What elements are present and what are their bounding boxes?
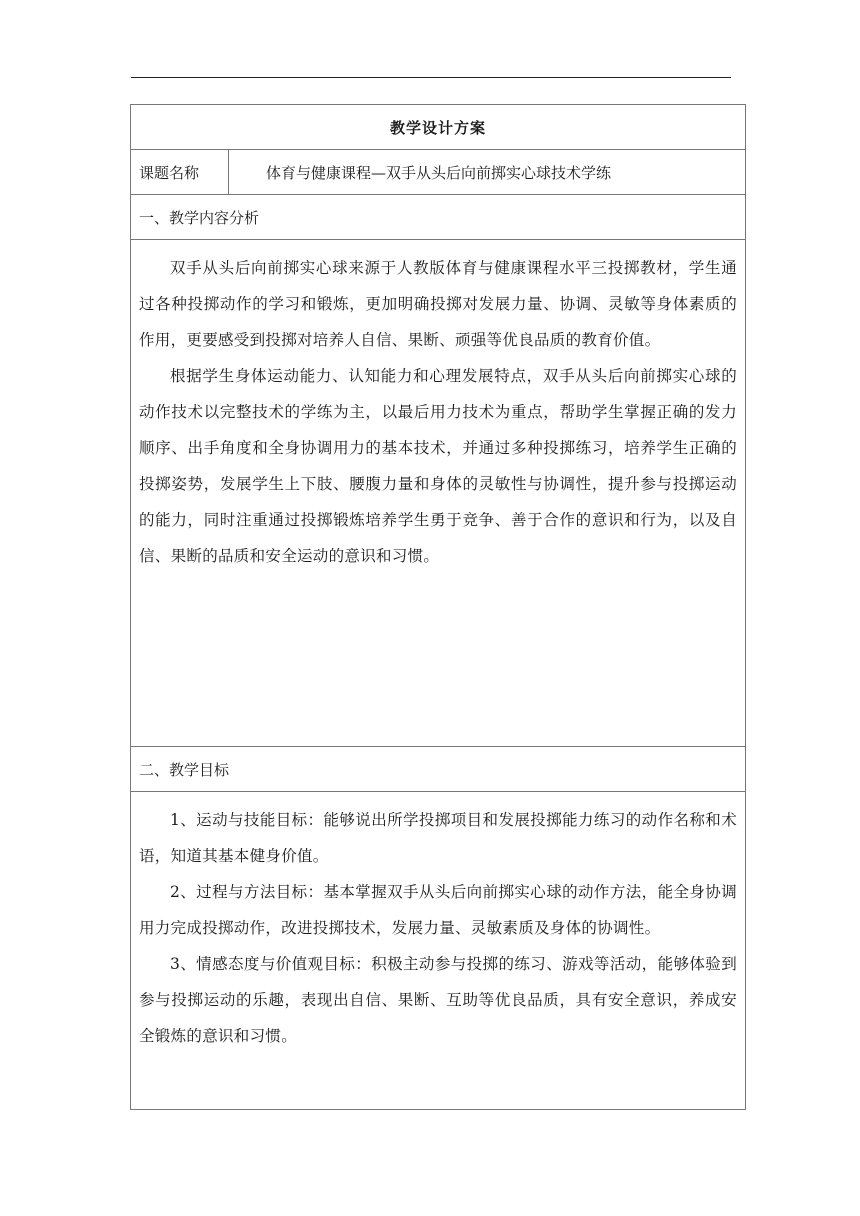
topic-value: 体育与健康课程—双手从头后向前掷实心球技术学练: [229, 150, 746, 195]
paragraph: 双手从头后向前掷实心球来源于人教版体育与健康课程水平三投掷教材，学生通过各种投掷动作的学习和锻炼，更加明确投掷对发展力量、协调、灵敏等身体素质的作用，更要感受到投掷对培养人自信、果断、顽强等优良品质的教育价值。: [139, 259, 738, 349]
document-title: 教学设计方案: [131, 105, 746, 150]
lesson-plan-table: [130, 104, 746, 1110]
section2-heading-row: [131, 747, 746, 792]
goal-item: 3、情感态度与价值观目标：积极主动参与投掷的练习、游戏等活动，能够体验到参与投掷运动的乐趣，表现出自信、果断、互助等优良品质，具有安全意识，养成安全锻炼的意识和习惯。: [139, 955, 738, 1045]
topic-label: 课题名称: [131, 150, 229, 195]
section1-body-row: [131, 240, 746, 747]
topic-row: [131, 150, 746, 195]
paragraph: 根据学生身体运动能力、认知能力和心理发展特点，双手从头后向前掷实心球的动作技术以完整技术的学练为主，以最后用力技术为重点，帮助学生掌握正确的发力顺序、出手角度和全身协调用力的基本技术，并通过多种投掷练习，培养学生正确的投掷姿势，发展学生上下肢、腰腹力量和身体的灵敏性与协调性，提升参与投掷运动的能力，同时注重通过投掷锻炼培养学生勇于竞争、善于合作的意识和行为，以及自信、果断的品质和安全运动的意识和习惯。: [139, 367, 738, 565]
teaching-goals-body: [131, 792, 746, 1110]
section2-body-row: [131, 792, 746, 1110]
content-analysis-body: [131, 240, 746, 747]
goal-item: 2、过程与方法目标：基本掌握双手从头后向前掷实心球的动作方法，能全身协调用力完成投掷动作，改进投掷技术，发展力量、灵敏素质及身体的协调性。: [139, 883, 738, 937]
section-heading-teaching-goals: 二、教学目标: [131, 747, 746, 792]
goal-item: 1、运动与技能目标：能够说出所学投掷项目和发展投掷能力练习的动作名称和术语，知道其基本健身价值。: [139, 811, 738, 865]
header-rule: [131, 77, 731, 78]
section-heading-content-analysis: 一、教学内容分析: [131, 195, 746, 240]
section1-heading-row: [131, 195, 746, 240]
title-row: [131, 105, 746, 150]
